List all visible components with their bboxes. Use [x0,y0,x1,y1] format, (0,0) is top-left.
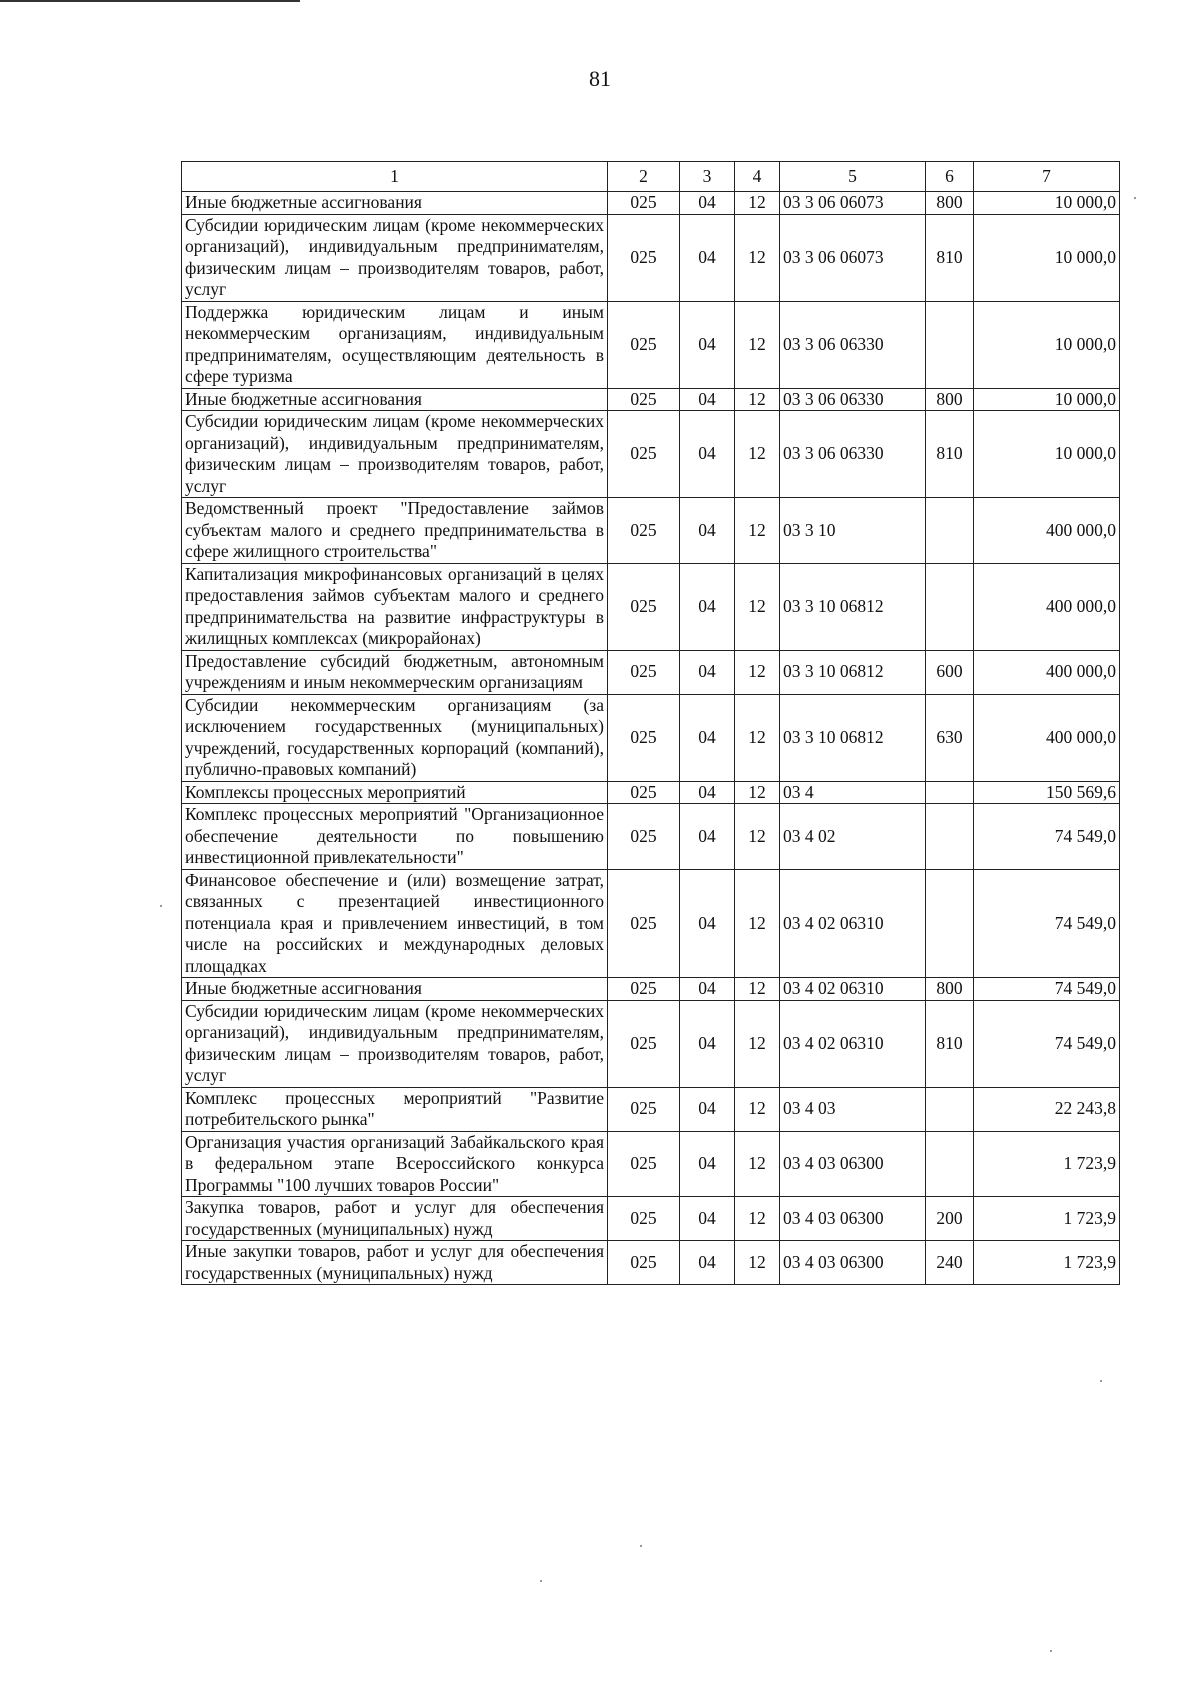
row-expense-type: 200 [926,1197,974,1241]
row-expense-type: 810 [926,214,974,301]
row-col-4: 12 [735,563,780,650]
row-col-2: 025 [608,498,680,564]
row-col-4: 12 [735,781,780,804]
row-amount: 10 000,0 [974,411,1120,498]
row-description: Комплексы процессных мероприятий [182,781,608,804]
table-row [182,1000,1120,1087]
row-col-3: 04 [680,1087,735,1131]
row-target-code: 03 4 03 06300 [780,1197,926,1241]
row-description: Иные бюджетные ассигнования [182,388,608,411]
row-amount: 10 000,0 [974,214,1120,301]
header-col-1: 1 [182,162,608,192]
row-expense-type: 810 [926,411,974,498]
row-description: Капитализация микрофинансовых организаций в целях предоставления займов субъектам малого и среднего предпринимательства на развитие инфраструктуры в жилищных комплексах (микрорайонах) [182,563,608,650]
row-expense-type [926,804,974,870]
row-col-3: 04 [680,781,735,804]
table-row [182,781,1120,804]
row-col-4: 12 [735,388,780,411]
row-description: Иные бюджетные ассигнования [182,978,608,1001]
row-col-3: 04 [680,1131,735,1197]
row-target-code: 03 4 02 06310 [780,978,926,1001]
row-amount: 74 549,0 [974,1000,1120,1087]
row-col-2: 025 [608,563,680,650]
row-col-3: 04 [680,1000,735,1087]
row-description: Организация участия организаций Забайкальского края в федеральном этапе Всероссийского конкурса Программы "100 лучших товаров России" [182,1131,608,1197]
row-col-2: 025 [608,869,680,978]
row-col-3: 04 [680,804,735,870]
row-target-code: 03 4 03 06300 [780,1131,926,1197]
scan-speck [1100,1380,1102,1382]
row-col-2: 025 [608,781,680,804]
row-col-4: 12 [735,1000,780,1087]
row-target-code: 03 4 02 [780,804,926,870]
row-description: Комплекс процессных мероприятий "Организационное обеспечение деятельности по повышению инвестиционной привлекательности" [182,804,608,870]
row-amount: 150 569,6 [974,781,1120,804]
row-amount: 10 000,0 [974,301,1120,388]
row-col-3: 04 [680,214,735,301]
header-col-5: 5 [780,162,926,192]
table-row [182,214,1120,301]
scan-speck [540,1580,542,1582]
table-row [182,1241,1120,1285]
row-description: Комплекс процессных мероприятий "Развитие потребительского рынка" [182,1087,608,1131]
row-amount: 400 000,0 [974,498,1120,564]
row-amount: 400 000,0 [974,563,1120,650]
row-col-2: 025 [608,1000,680,1087]
row-target-code: 03 3 10 06812 [780,563,926,650]
row-expense-type: 630 [926,694,974,781]
row-col-4: 12 [735,498,780,564]
row-col-2: 025 [608,1131,680,1197]
row-col-2: 025 [608,650,680,694]
row-amount: 74 549,0 [974,869,1120,978]
row-target-code: 03 3 06 06330 [780,301,926,388]
row-expense-type: 800 [926,192,974,215]
table-row [182,1087,1120,1131]
row-col-2: 025 [608,694,680,781]
row-col-4: 12 [735,869,780,978]
row-target-code: 03 3 06 06330 [780,388,926,411]
row-col-3: 04 [680,192,735,215]
row-description: Субсидии юридическим лицам (кроме некоммерческих организаций), индивидуальным предпринимателям, физическим лицам – производителям товаров, работ, услуг [182,1000,608,1087]
row-expense-type [926,563,974,650]
header-col-7: 7 [974,162,1120,192]
scan-speck [160,905,162,907]
row-col-3: 04 [680,301,735,388]
table-row [182,978,1120,1001]
table-row [182,1197,1120,1241]
row-target-code: 03 3 06 06073 [780,214,926,301]
row-target-code: 03 4 [780,781,926,804]
row-col-4: 12 [735,214,780,301]
row-amount: 10 000,0 [974,192,1120,215]
header-col-6: 6 [926,162,974,192]
scan-speck [1050,1650,1052,1652]
row-col-2: 025 [608,411,680,498]
row-expense-type [926,1131,974,1197]
scan-speck [640,1545,642,1547]
table-row [182,388,1120,411]
scan-edge-line [0,0,300,2]
table-row [182,650,1120,694]
row-col-3: 04 [680,388,735,411]
row-description: Иные бюджетные ассигнования [182,192,608,215]
row-col-4: 12 [735,192,780,215]
row-col-4: 12 [735,1197,780,1241]
row-amount: 10 000,0 [974,388,1120,411]
table-row [182,563,1120,650]
row-description: Субсидии юридическим лицам (кроме некоммерческих организаций), индивидуальным предпринимателям, физическим лицам – производителям товаров, работ, услуг [182,411,608,498]
row-col-3: 04 [680,869,735,978]
header-col-4: 4 [735,162,780,192]
row-col-4: 12 [735,694,780,781]
row-col-4: 12 [735,301,780,388]
row-target-code: 03 3 10 06812 [780,650,926,694]
row-expense-type: 600 [926,650,974,694]
row-target-code: 03 4 03 [780,1087,926,1131]
row-description: Ведомственный проект "Предоставление займов субъектам малого и среднего предпринимательства в сфере жилищного строительства" [182,498,608,564]
row-amount: 1 723,9 [974,1241,1120,1285]
row-description: Субсидии юридическим лицам (кроме некоммерческих организаций), индивидуальным предпринимателям, физическим лицам – производителям товаров, работ, услуг [182,214,608,301]
row-description: Иные закупки товаров, работ и услуг для обеспечения государственных (муниципальных) нужд [182,1241,608,1285]
row-amount: 400 000,0 [974,694,1120,781]
row-col-3: 04 [680,498,735,564]
row-expense-type [926,781,974,804]
row-target-code: 03 3 06 06073 [780,192,926,215]
row-expense-type: 800 [926,978,974,1001]
row-col-4: 12 [735,1131,780,1197]
row-target-code: 03 4 03 06300 [780,1241,926,1285]
row-col-3: 04 [680,978,735,1001]
scan-speck [1134,197,1136,199]
table-row [182,498,1120,564]
row-amount: 1 723,9 [974,1131,1120,1197]
row-col-3: 04 [680,563,735,650]
table-row [182,869,1120,978]
row-amount: 1 723,9 [974,1197,1120,1241]
row-amount: 22 243,8 [974,1087,1120,1131]
budget-table [181,161,1120,1285]
row-col-4: 12 [735,650,780,694]
header-col-2: 2 [608,162,680,192]
row-col-2: 025 [608,1087,680,1131]
row-target-code: 03 3 10 [780,498,926,564]
table-row [182,804,1120,870]
row-target-code: 03 3 10 06812 [780,694,926,781]
row-col-4: 12 [735,411,780,498]
row-target-code: 03 4 02 06310 [780,869,926,978]
row-col-4: 12 [735,804,780,870]
table-row [182,411,1120,498]
row-col-4: 12 [735,1087,780,1131]
row-description: Поддержка юридическим лицам и иным некоммерческим организациям, индивидуальным предпринимателям, осуществляющим деятельность в сфере туризма [182,301,608,388]
row-col-4: 12 [735,1241,780,1285]
row-col-3: 04 [680,694,735,781]
row-col-2: 025 [608,214,680,301]
row-expense-type [926,301,974,388]
row-col-2: 025 [608,192,680,215]
row-amount: 74 549,0 [974,978,1120,1001]
header-row [182,162,1120,192]
header-col-3: 3 [680,162,735,192]
row-target-code: 03 4 02 06310 [780,1000,926,1087]
table-body [182,162,1120,1285]
row-col-2: 025 [608,1241,680,1285]
row-expense-type [926,1087,974,1131]
row-expense-type [926,498,974,564]
row-col-2: 025 [608,804,680,870]
table-row [182,192,1120,215]
row-col-3: 04 [680,650,735,694]
row-description: Предоставление субсидий бюджетным, автономным учреждениям и иным некоммерческим организациям [182,650,608,694]
row-description: Субсидии некоммерческим организациям (за исключением государственных (муниципальных) учреждений, государственных корпораций (компаний), публично-правовых компаний) [182,694,608,781]
row-expense-type: 240 [926,1241,974,1285]
row-col-2: 025 [608,388,680,411]
row-target-code: 03 3 06 06330 [780,411,926,498]
table-row [182,301,1120,388]
row-expense-type: 810 [926,1000,974,1087]
row-col-2: 025 [608,1197,680,1241]
row-amount: 400 000,0 [974,650,1120,694]
row-description: Закупка товаров, работ и услуг для обеспечения государственных (муниципальных) нужд [182,1197,608,1241]
table-row [182,1131,1120,1197]
page-number: 81 [589,66,611,91]
row-col-3: 04 [680,1197,735,1241]
row-col-4: 12 [735,978,780,1001]
row-amount: 74 549,0 [974,804,1120,870]
row-col-2: 025 [608,301,680,388]
row-expense-type: 800 [926,388,974,411]
row-col-3: 04 [680,411,735,498]
row-expense-type [926,869,974,978]
table-row [182,694,1120,781]
row-description: Финансовое обеспечение и (или) возмещение затрат, связанных с презентацией инвестиционного потенциала края и привлечением инвестиций, в том числе на российских и международных деловых площадках [182,869,608,978]
row-col-3: 04 [680,1241,735,1285]
row-col-2: 025 [608,978,680,1001]
